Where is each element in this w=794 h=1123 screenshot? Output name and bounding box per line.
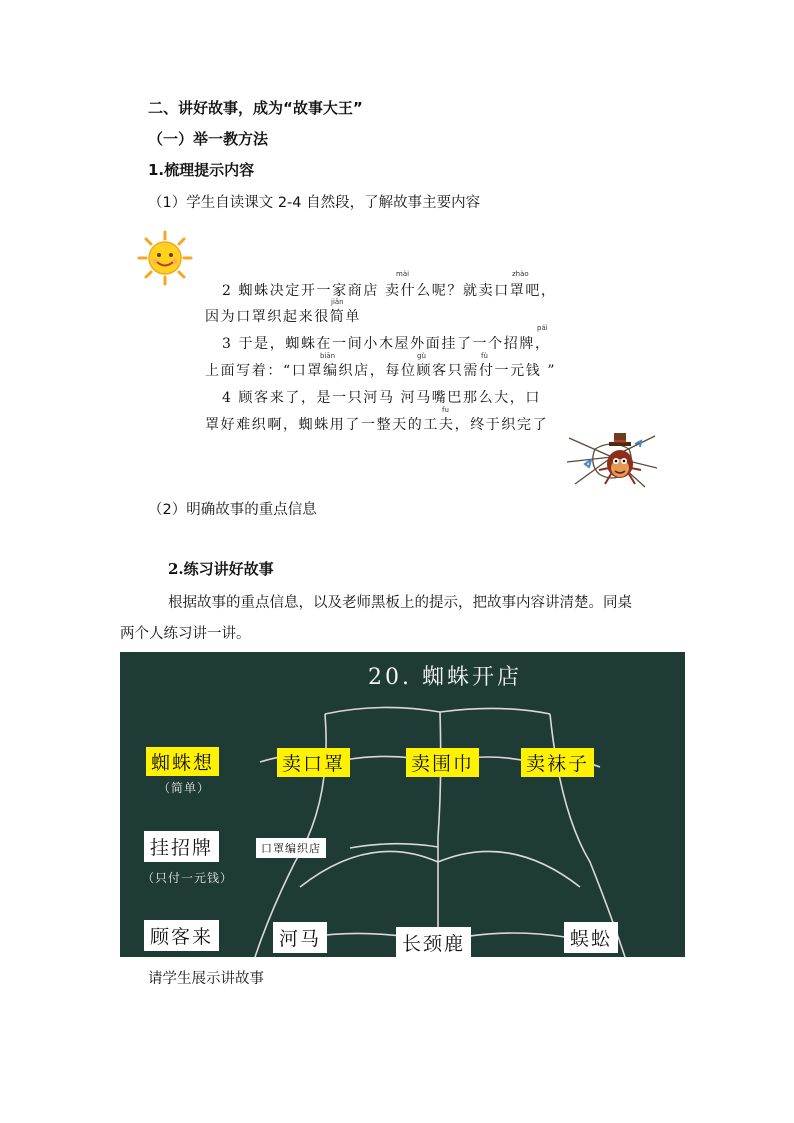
excerpt-line-4: 上面写着：“口罩编织店，每位顾客只需付一元钱 ” xyxy=(205,363,557,379)
blackboard xyxy=(120,652,685,957)
step2-paragraph-line-2: 两个人练习讲一讲。 xyxy=(120,626,251,642)
pinyin-fu: fù xyxy=(481,352,488,360)
board-giraffe: 长颈鹿 xyxy=(396,927,471,957)
spider-cartoon-icon xyxy=(565,424,659,494)
step1-instruction: （1）学生自读课文 2-4 自然段，了解故事主要内容 xyxy=(148,195,481,211)
board-title: 20. 蜘蛛开店 xyxy=(368,665,522,690)
board-customers: 顾客来 xyxy=(144,920,219,951)
step2-title: 2.练习讲好故事 xyxy=(168,560,274,578)
excerpt-line-6: 罩好难织啊，蜘蛛用了一整天的工夫，终于织完了 xyxy=(205,417,549,433)
board-chalk-lines xyxy=(120,652,685,957)
step1-key-info: （2）明确故事的重点信息 xyxy=(148,502,317,518)
board-simple: （简单） xyxy=(158,781,211,795)
pinyin-zhao: zhào xyxy=(512,270,529,278)
board-sell-mask: 卖口罩 xyxy=(277,748,350,777)
step1-title: 1.梳理提示内容 xyxy=(148,161,255,179)
board-hippo: 河马 xyxy=(273,922,327,953)
excerpt-line-1: 2 蜘蛛决定开一家商店 卖什么呢？就卖口罩吧， xyxy=(222,283,557,299)
board-spider-thinks: 蜘蛛想 xyxy=(146,747,219,776)
board-sell-socks: 卖袜子 xyxy=(521,748,594,777)
excerpt-line-3: 3 于是，蜘蛛在一间小木屋外面挂了一个招牌， xyxy=(222,336,551,352)
footer-line: 请学生展示讲故事 xyxy=(148,971,264,987)
section-title: 二、讲好故事，成为“故事大王” xyxy=(148,99,363,117)
excerpt-line-5: 4 顾客来了，是一只河马 河马嘴巴那么大，口 xyxy=(222,390,542,406)
pinyin-bian: biān xyxy=(320,352,336,360)
pinyin-pai: pái xyxy=(537,324,548,332)
board-hang-sign: 挂招牌 xyxy=(144,831,219,862)
excerpt-line-2: 因为口罩织起来很简单 xyxy=(205,309,361,325)
sun-icon xyxy=(134,228,196,292)
board-only-pay: （只付一元钱） xyxy=(142,871,234,885)
pinyin-mai: mài xyxy=(396,270,410,278)
step2-paragraph-line-1: 根据故事的重点信息，以及老师黑板上的提示，把故事内容讲清楚。同桌 xyxy=(168,595,632,611)
pinyin-gu: gù xyxy=(417,352,426,360)
board-shop-sign: 口罩编织店 xyxy=(256,838,326,858)
board-centipede: 蜈蚣 xyxy=(564,922,618,953)
sub-heading: （一）举一教方法 xyxy=(148,130,269,148)
board-sell-scarf: 卖围巾 xyxy=(406,748,479,777)
pinyin-jian: jiǎn xyxy=(331,298,344,306)
pinyin-fu-2: fu xyxy=(442,406,449,414)
